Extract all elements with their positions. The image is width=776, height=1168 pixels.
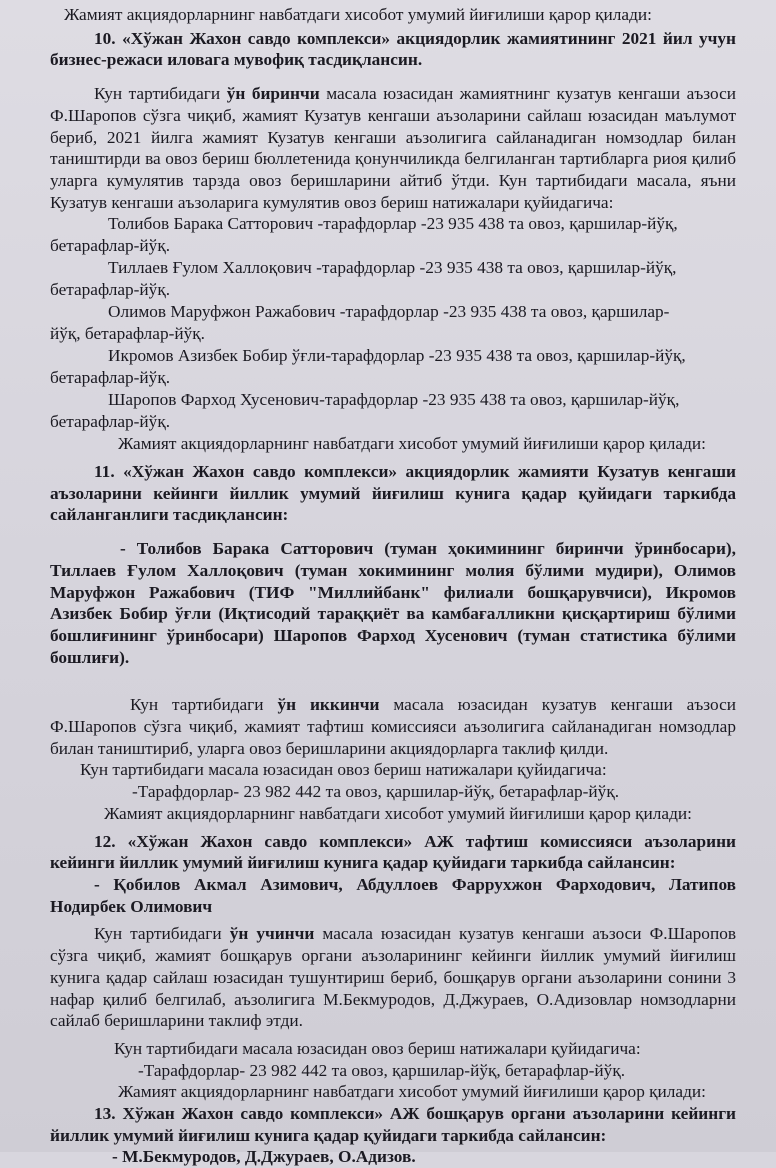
paragraph-11-bold: ўн биринчи bbox=[226, 84, 320, 104]
vote-row: Шаропов Фарход Хусенович-тарафдорлар -23 935 438 та овоз, қаршилар-йўқ, бетарафлар-йўқ. bbox=[50, 390, 680, 432]
vote-row: Олимов Маруфжон Ражабович -тарафдорлар -23 935 438 та овоз, қаршилар- йўқ, бетарафлар-йўқ. bbox=[50, 302, 670, 344]
paragraph-13-result: Кун тартибидаги масала юзасидан овоз бериш натижалари қуйидагича: bbox=[114, 1038, 641, 1058]
vote-row: Икромов Азизбек Бобир ўғли-тарафдорлар -23 935 438 та овоз, қаршилар-йўқ, бетарафлар-йўқ. bbox=[50, 346, 686, 388]
intro-line-4: Жамият акциядорларнинг навбатдаги хисобот умумий йиғилиши қарор қилади: bbox=[118, 1082, 706, 1102]
paragraph-13-vote: -Тарафдорлар- 23 982 442 та овоз, қаршилар-йўқ, бетарафлар-йўқ. bbox=[138, 1060, 626, 1080]
paragraph-item-12 bbox=[50, 694, 736, 759]
vote-row: Толибов Барака Сатторович -тарафдорлар -23 935 438 та овоз, қаршилар-йўқ, бетарафлар-йўқ. bbox=[50, 214, 678, 256]
paragraph-item-13 bbox=[50, 923, 736, 1032]
paragraph-12-pre: Кун тартибидаги bbox=[130, 695, 278, 715]
intro-line-1: Жамият акциядорларнинг навбатдаги хисобот умумий йиғилиши қарор қилади: bbox=[64, 5, 652, 24]
paragraph-12-result: Кун тартибидаги масала юзасидан овоз бериш натижалари қуйидагича: bbox=[80, 760, 607, 780]
decision-12: 12. «Хўжан Жахон савдо комплекси» АЖ тафтиш комиссияси аъзоларини кейинги йиллик умумий йиғилиш кунига қадар қуйидаги таркибда сайлансин: bbox=[50, 831, 736, 873]
paragraph-item-11 bbox=[50, 83, 736, 213]
vote-results-list bbox=[50, 213, 736, 433]
intro-line-2: Жамият акциядорларнинг навбатдаги хисобот умумий йиғилиши қарор қилади: bbox=[118, 434, 706, 454]
decision-12-list: - Қобилов Акмал Азимович, Абдуллоев Фаррухжон Фарходович, Латипов Нодирбек Олимович bbox=[50, 874, 736, 916]
paragraph-12-bold: ўн иккинчи bbox=[277, 695, 380, 715]
intro-line-3: Жамият акциядорларнинг навбатдаги хисобот умумий йиғилиши қарор қилади: bbox=[104, 803, 692, 823]
decision-11-list: - Толибов Барака Сатторович (туман ҳокимининг биринчи ўринбосари), Тиллаев Ғулом Халлоқович (туман хокимининг молия бўлими мудири), Олимов Маруфжон Ражабович (ТИФ "Миллийбанк" филиали бошқарувчиси), Икромов Азизбек Бобир ўғли (Иқтисодий тараққиёт ва камбағалликни қисқартириш бўлими бошлиғининг ўринбосари) Шаропов Фарход Хусенович (туман статистика бўлими бошлиғи). bbox=[50, 539, 736, 667]
paragraph-11-pre: Кун тартибидаги bbox=[94, 84, 227, 104]
paragraph-13-bold: ўн учинчи bbox=[229, 924, 315, 944]
decision-10: 10. «Хўжан Жахон савдо комплекси» акциядорлик жамиятининг 2021 йил учун бизнес-режаси иловага мувофиқ тасдиқлансин. bbox=[50, 28, 736, 70]
paragraph-13-post: масала юзасидан кузатув кенгаши аъзоси Ф.Шаропов сўзга чиқиб, жамият бошқарув органи аъзоларининг кейинги йиллик умумий йиғилиш кунига қадар сайлаш юзасидан тушунтириш бериб, бошқарув органи аъзоларини сонини 3 нафар қилиб белгилаб, аъзолигига М.Бекмуродов, Д.Джураев, О.Адизовлар номзодларни сайлаб беришларини таклиф этди. bbox=[50, 924, 736, 1031]
paragraph-12-vote: -Тарафдорлар- 23 982 442 та овоз, қаршилар-йўқ, бетарафлар-йўқ. bbox=[132, 782, 620, 802]
decision-11: 11. «Хўжан Жахон савдо комплекси» акциядорлик жамияти Кузатув кенгаши аъзоларини кейинги йиллик умумий йиғилиш кунига қадар қуйидаги таркибда сайланганлиги тасдиқлансин: bbox=[50, 462, 736, 525]
paragraph-11-post: масала юзасидан жамиятнинг кузатув кенгаши аъзоси Ф.Шаропов сўзга чиқиб, жамият Кузатув кенгаши аъзоларини сайлаш юзасидан маълумот бериб, 2021 йилга жамият Кузатув кенгаши аъзолигига сайланадиган номзодлар билан таништирди ва овоз бериш бюллетенида қонунчиликда белгиланган тартибларга риоя қилиб уларга кумулятив тарзда овоз беришларини айтиб ўтди. Кун тартибидаги масала, яъни Кузатув кенгаши аъзоларига кумулятив овоз бериш натижалари қуйидагича: bbox=[50, 84, 737, 212]
paragraph-13-pre: Кун тартибидаги bbox=[94, 924, 230, 944]
decision-13: 13. Хўжан Жахон савдо комплекси» АЖ бошқарув органи аъзоларини кейинги йиллик умумий йиғилиш кунига қадар қуйидаги таркибда сайлансин: bbox=[50, 1104, 736, 1145]
vote-row: Тиллаев Ғулом Халлоқович -тарафдорлар -23 935 438 та овоз, қаршилар-йўқ, бетарафлар-йўқ. bbox=[50, 258, 677, 300]
decision-13-list: - М.Бекмуродов, Д.Джураев, О.Адизов. bbox=[112, 1147, 416, 1167]
paragraph-12-post: масала юзасидан кузатув кенгаши аъзоси Ф.Шаропов сўзга чиқиб, жамият тафтиш комиссияси аъзолигига сайланадиган номзодлар билан таништириб, уларга овоз беришларини акциядорларга таклиф қилди. bbox=[50, 695, 737, 758]
